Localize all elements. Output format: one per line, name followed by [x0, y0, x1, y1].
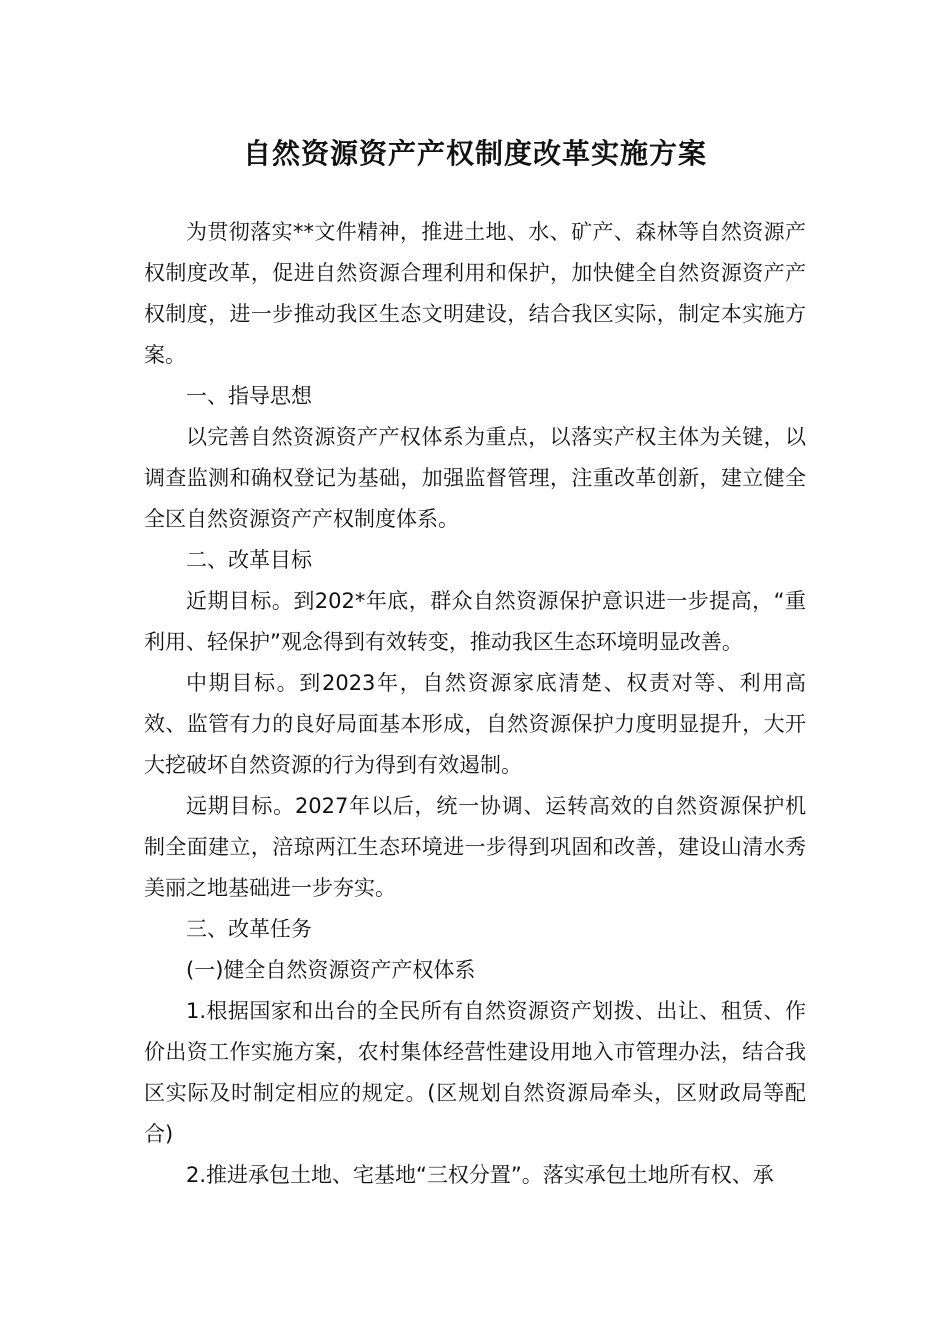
heading-reform-tasks: 三、改革任务	[186, 917, 312, 941]
paragraph-task-2: 2.推进承包土地、宅基地“三权分置”。落实承包土地所有权、承	[186, 1163, 774, 1187]
paragraph-intro: 为贯彻落实**文件精神，推进土地、水、矿产、森林等自然资源产权制度改革，促进自然资源合理利用和保护，加快健全自然资源资产产权制度，进一步推动我区生态文明建设，结合我区实际，制定本实施方案。	[144, 220, 806, 367]
paragraph-near-term-goal: 近期目标。到202*年底，群众自然资源保护意识进一步提高，“重利用、轻保护”观念得到有效转变，推动我区生态环境明显改善。	[144, 589, 806, 654]
paragraph-mid-term-goal: 中期目标。到2023年，自然资源家底清楚、权责对等、利用高效、监管有力的良好局面基本形成，自然资源保护力度明显提升，大开大挖破坏自然资源的行为得到有效遏制。	[144, 671, 806, 777]
heading-guiding-ideology: 一、指导思想	[186, 384, 312, 408]
document-title: 自然资源资产产权制度改革实施方案	[242, 137, 707, 170]
paragraph-task-1: 1.根据国家和出台的全民所有自然资源资产划拨、出让、租赁、作价出资工作实施方案，农村集体经营性建设用地入市管理办法，结合我区实际及时制定相应的规定。(区规划自然资源局牵头，区财政局等配合)	[144, 999, 806, 1146]
document-body	[144, 212, 806, 1196]
paragraph-guiding-ideology: 以完善自然资源资产产权体系为重点，以落实产权主体为关键，以调查监测和确权登记为基础，加强监督管理，注重改革创新，建立健全全区自然资源资产产权制度体系。	[144, 425, 806, 531]
paragraph-long-term-goal: 远期目标。2027年以后，统一协调、运转高效的自然资源保护机制全面建立，涪琼两江生态环境进一步得到巩固和改善，建设山清水秀美丽之地基础进一步夯实。	[144, 794, 806, 900]
heading-reform-goals: 二、改革目标	[186, 548, 312, 572]
subheading-property-system: (一)健全自然资源资产产权体系	[186, 958, 476, 982]
